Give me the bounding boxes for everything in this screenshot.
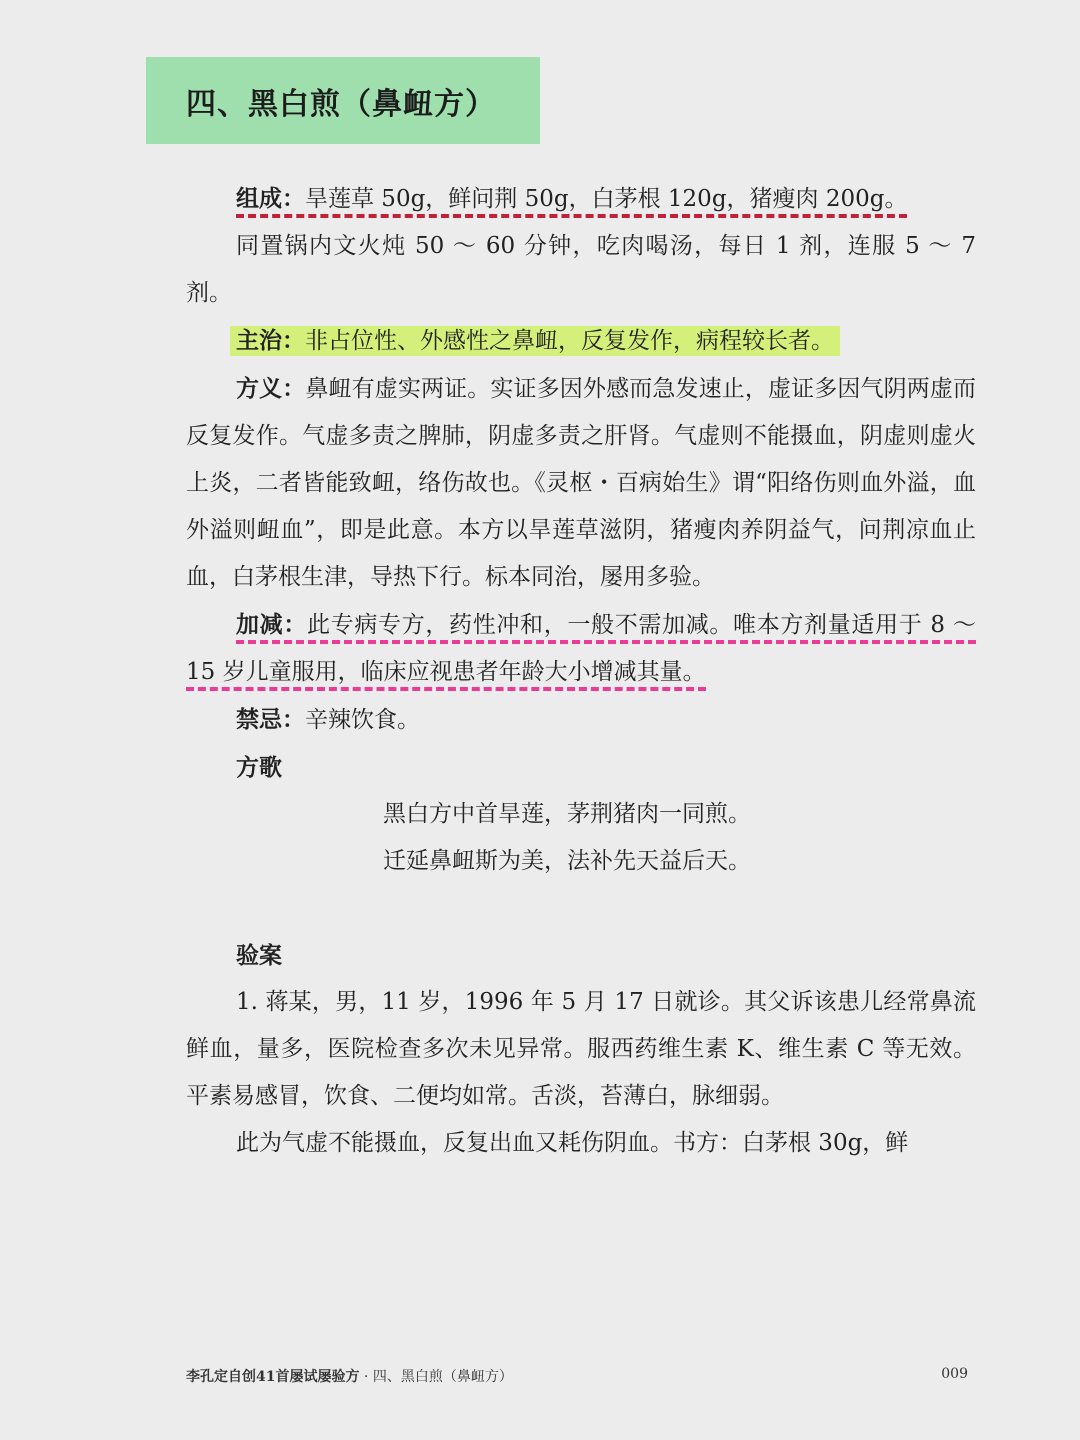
document-body xyxy=(186,175,976,1167)
footer-separator: · xyxy=(359,1369,373,1385)
preparation-paragraph: 同置锅内文火炖 50 ～ 60 分钟，吃肉喝汤，每日 1 剂，连服 5 ～ 7 剂。 xyxy=(186,233,976,306)
contraindication-label: 禁忌： xyxy=(236,706,305,733)
footer-section-title: 四、黑白煎（鼻衄方） xyxy=(372,1369,513,1385)
explanation-paragraph xyxy=(186,365,976,601)
explanation-text: 鼻衄有虚实两证。实证多因外感而急发速止，虚证多因气阴两虚而反复发作。气虚多责之脾肺，阴虚多责之肝肾。气虚则不能摄血，阴虚则虚火上炎，二者皆能致衄，络伤故也。《灵枢・百病始生》谓“阳络伤则血外溢，血外溢则衄血”，即是此意。本方以旱莲草滋阴，猪瘦肉养阴益气，问荆凉血止血，白茅根生津，导热下行。标本同治，屡用多验。 xyxy=(186,376,977,590)
song-line-2: 迁延鼻衄斯为美，法补先天益后天。 xyxy=(383,848,751,874)
composition-label: 组成： xyxy=(236,185,305,212)
composition-text: 旱莲草 50g，鲜问荆 50g，白茅根 120g，猪瘦肉 200g。 xyxy=(305,186,908,212)
composition-underline xyxy=(236,186,907,218)
indication-paragraph xyxy=(186,317,976,365)
modification-label: 加减： xyxy=(236,611,308,638)
page-number: 009 xyxy=(941,1366,968,1382)
footer-book-title: 李孔定自创41首屡试屡验方 xyxy=(186,1369,360,1385)
contraindication-paragraph xyxy=(186,696,976,744)
song-heading: 方歌 xyxy=(236,754,282,781)
modification-paragraph xyxy=(186,601,976,696)
case-1-analysis-paragraph: 此为气虚不能摄血，反复出血又耗伤阴血。书方：白茅根 30g，鲜 xyxy=(236,1130,909,1156)
composition-paragraph xyxy=(186,175,976,223)
contraindication-text: 辛辣饮食。 xyxy=(305,707,420,733)
indication-text: 非占位性、外感性之鼻衄，反复发作，病程较长者。 xyxy=(305,328,834,354)
indication-highlight xyxy=(230,326,840,356)
song-line-1: 黑白方中首旱莲，茅荆猪肉一同煎。 xyxy=(383,801,751,827)
section-title: 四、黑白煎（鼻衄方） xyxy=(146,57,540,144)
modification-text: 此专病专方，药性冲和，一般不需加减。唯本方剂量适用于 8 ～ 15 岁儿童服用，临床应视患者年龄大小增减其量。 xyxy=(186,612,976,685)
footer-running-title xyxy=(186,1366,513,1386)
page-footer xyxy=(186,1366,968,1386)
modification-underline xyxy=(186,612,976,691)
case-1-paragraph: 1. 蒋某，男，11 岁，1996 年 5 月 17 日就诊。其父诉该患儿经常鼻流鲜血，量多，医院检查多次未见异常。服西药维生素 K、维生素 C 等无效。平素易感冒，饮食、二便均如常。舌淡，苔薄白，脉细弱。 xyxy=(186,989,976,1109)
cases-heading: 验案 xyxy=(236,942,282,969)
indication-label: 主治： xyxy=(236,327,305,354)
explanation-label: 方义： xyxy=(236,375,306,402)
section-spacer xyxy=(186,885,976,932)
